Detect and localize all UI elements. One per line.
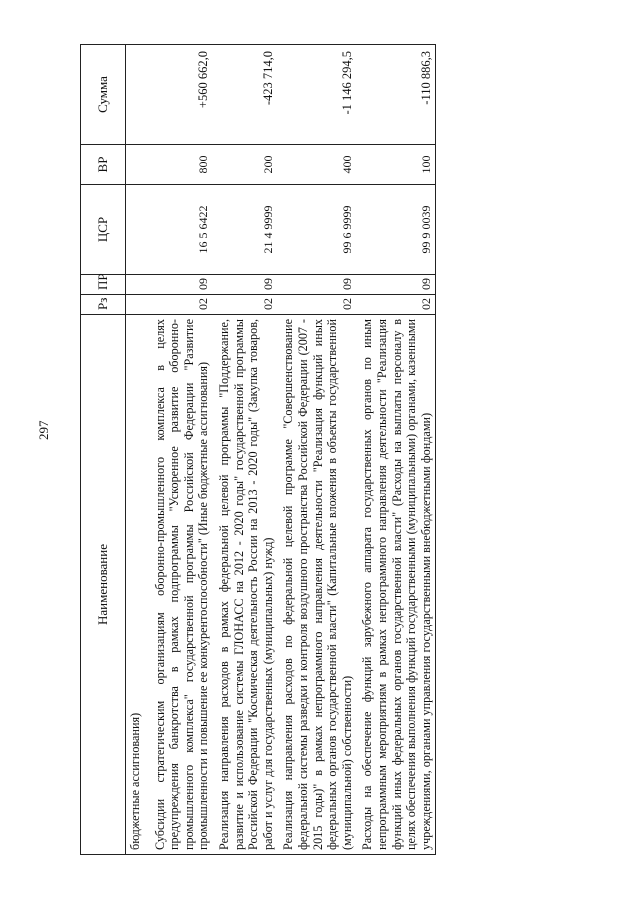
- budget-table-container: [80, 45, 610, 855]
- row-name: Расходы на обеспечение функций зарубежного аппарата государственных органов по иным непрограммным мероприятиям в рамках непрограммного направления деятельности "Реализация функций иных федеральных органов государственной власти" (Расходы на выплаты персоналу в целях обеспечения выполнения функций государственными (муниципальными) органами, казенными учреждениями, органами управления государственными внебюджетными фондами): [356, 315, 435, 855]
- header-rz: Рз: [81, 295, 126, 315]
- row-rz: 02: [277, 295, 356, 315]
- table-row: [356, 45, 435, 855]
- table-row: [277, 45, 356, 855]
- row-name: Субсидии стратегическим организациям оборонно-промышленного комплекса в целях предупреждения банкротства в рамках подпрограммы "Ускоренное развитие оборонно-промышленного комплекса" государственной программы Российской Федерации "Развитие промышленности и повышение ее конкурентоспособности" (Иные бюджетные ассигнования): [149, 315, 213, 855]
- table-row: [213, 45, 277, 855]
- row-pr: [126, 275, 149, 295]
- row-name: Реализация направления расходов по федеральной целевой программе "Совершенствование федеральной системы разведки и контроля воздушного пространства Российской Федерации (2007 - 2015 годы)" в рамках непрограммного направления деятельности "Реализация функций иных федеральных органов государственной власти" (Капитальные вложения в объекты государственной (муниципальной) собственности): [277, 315, 356, 855]
- row-sum: -1 146 294,5: [277, 45, 356, 145]
- row-vr: 100: [356, 145, 435, 185]
- row-pr: 09: [356, 275, 435, 295]
- budget-table: [80, 44, 436, 855]
- row-vr: 800: [149, 145, 213, 185]
- row-vr: [126, 145, 149, 185]
- row-csr: 99 9 0039: [356, 185, 435, 275]
- row-sum: +560 662,0: [149, 45, 213, 145]
- row-pr: 09: [277, 275, 356, 295]
- row-csr: [126, 185, 149, 275]
- page-number: 297: [36, 420, 51, 440]
- table-row: [149, 45, 213, 855]
- row-csr: 16 5 6422: [149, 185, 213, 275]
- header-name: Наименование: [81, 315, 126, 855]
- row-sum: -423 714,0: [213, 45, 277, 145]
- row-vr: 200: [213, 145, 277, 185]
- row-sum: [126, 45, 149, 145]
- row-rz: 02: [213, 295, 277, 315]
- row-name: Реализация направления расходов в рамках федеральной целевой программы "Поддержание, развитие и использование системы ГЛОНАСС на 2012 - 2020 годы" государственной программы Российской Федерации "Космическая деятельность России на 2013 - 2020 годы" (Закупка товаров, работ и услуг для государственных (муниципальных) нужд): [213, 315, 277, 855]
- row-rz: 02: [149, 295, 213, 315]
- row-rz: 02: [356, 295, 435, 315]
- row-pr: 09: [213, 275, 277, 295]
- header-sum: Сумма: [81, 45, 126, 145]
- row-rz: [126, 295, 149, 315]
- header-pr: ПР: [81, 275, 126, 295]
- header-csr: ЦСР: [81, 185, 126, 275]
- row-csr: 99 6 9999: [277, 185, 356, 275]
- table-header-row: [81, 45, 126, 855]
- row-csr: 21 4 9999: [213, 185, 277, 275]
- row-pr: 09: [149, 275, 213, 295]
- row-sum: -110 886,3: [356, 45, 435, 145]
- row-vr: 400: [277, 145, 356, 185]
- header-vr: ВР: [81, 145, 126, 185]
- table-row: [126, 45, 149, 855]
- row-name: бюджетные ассигнования): [126, 315, 149, 855]
